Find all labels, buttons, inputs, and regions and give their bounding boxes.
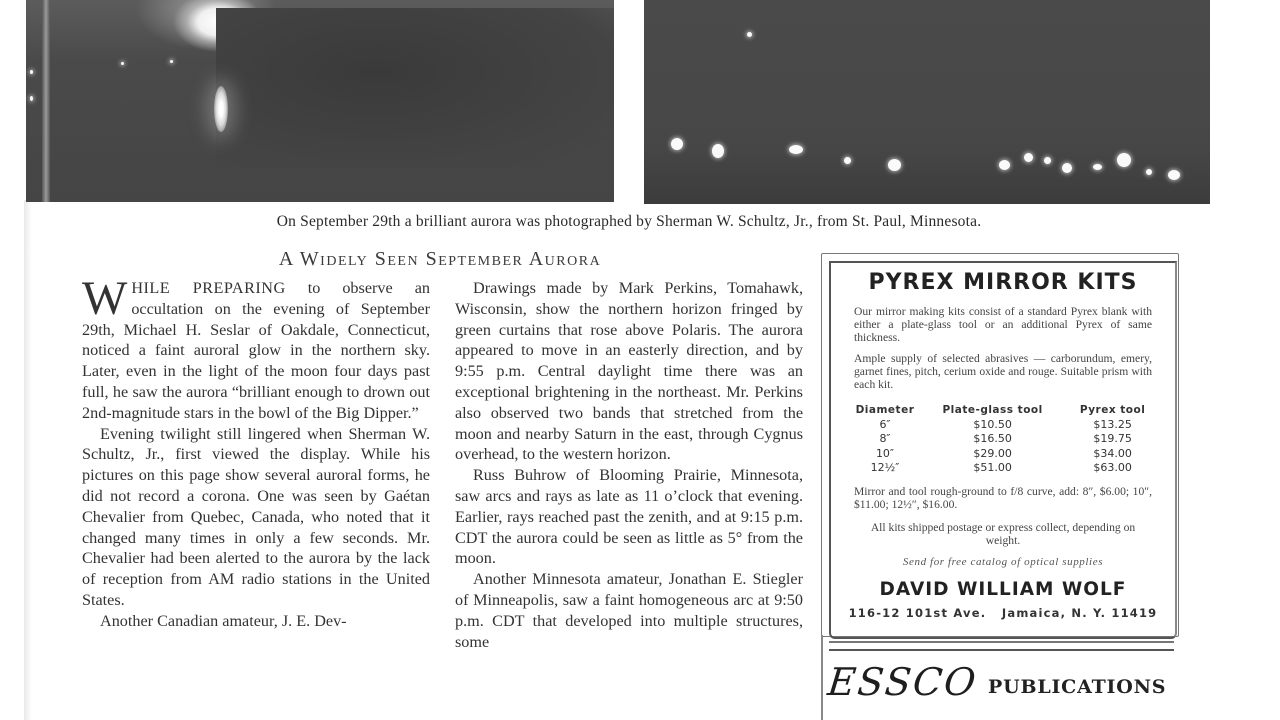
table-row [850,417,1160,432]
light-dot [121,62,124,65]
diameter-cell: 12½″ [870,461,900,475]
table-row [850,446,1160,461]
city-light [1024,153,1033,162]
ad-intro: Our mirror making kits consist of a standard Pyrex blank with either a plate-glass tool or an additional Pyrex of same thickness. [854,305,1152,344]
col-pyrex: Pyrex tool [1079,404,1146,416]
essco-publications-label: PUBLICATIONS [988,676,1167,698]
city-light [712,144,724,158]
price-table-header [850,403,1160,417]
city-light [1146,169,1152,175]
moon-reflection [214,86,228,132]
ad-rough-ground: Mirror and tool rough-ground to f/8 curve, add: 8″, $6.00; 10″, $11.00; 12½″, $16.00. [854,485,1152,511]
city-light [1117,153,1131,167]
city-light [1062,163,1072,173]
lead-in: HILE PREPARING [131,279,286,297]
col-diameter: Diameter [855,404,915,416]
paragraph-1-text: to observe an occultation on the evening of September 29th, Michael H. Seslar of Oakdale, Connecticut, noticed a faint auroral glow in the northern sky. Later, even in the light of the moon four days past full, he saw the aurora “brilliant enough to drown out 2nd-magnitude stars in the bowl of the Big Dipper.” [82,279,430,422]
essco-box-border [821,635,823,720]
aurora-photo-right [644,0,1210,204]
ad-company-name: DAVID WILLIAM WOLF [879,579,1127,600]
price-cell: $29.00 [973,446,1012,460]
price-cell: $10.50 [973,417,1012,431]
ad-shipping: All kits shipped postage or express collect, depending on weight. [870,521,1136,547]
light-dot [170,60,173,63]
price-cell: $34.00 [1093,446,1132,460]
drop-cap: W [82,272,128,325]
price-cell: $63.00 [1093,461,1132,475]
article-headline: A Widely Seen September Aurora [278,248,602,270]
price-cell: $51.00 [973,461,1012,475]
ad-catalog-offer: Send for free catalog of optical supplies [902,556,1104,568]
table-row [850,432,1160,447]
photo-caption: On September 29th a brilliant aurora was photographed by Sherman W. Schultz, Jr., from St. Paul, Minnesota. [276,213,982,230]
city-light [999,160,1010,170]
paragraph-perkins: Drawings made by Mark Perkins, Tomahawk, Wisconsin, show the northern horizon fringed by green curtains that rose above Polaris. The aurora appeared to move in an easterly direction, and by 9:55 p.m. Central daylight time there was an exceptional brightening in the northeast. Mr. Perkins also observed two bands that stretched from the moon and nearby Saturn in the east, through Cygnus overhead, to the western horizon. [455,279,803,464]
price-cell: $16.50 [973,432,1012,446]
essco-logo: ESSCO [825,660,980,704]
price-table [850,403,1160,475]
page-edge-shadow [24,200,32,720]
diameter-cell: 8″ [879,432,891,446]
price-cell: $13.25 [1093,417,1132,431]
city-light [671,138,683,150]
light-dot [30,96,33,101]
paragraph-2: Evening twilight still lingered when Sherman W. Schultz, Jr., first viewed the display. While his pictures on this page show several auroral forms, he did not record a corona. One was seen by Gaétan Chevalier from Quebec, Canada, who noted that it changed many times in only a few seconds. Mr. Chevalier had been alerted to the aurora by the lack of reception from AM radio stations in the United States. [82,424,430,609]
article-column-2 [455,278,803,652]
diameter-cell: 6″ [879,417,891,431]
divider-rule [829,649,1174,651]
ad-title: PYREX MIRROR KITS [868,270,1138,295]
col-plate-glass: Plate-glass tool [942,404,1043,416]
city-light [1168,170,1180,180]
star-dot [747,32,752,37]
diameter-cell: 10″ [875,446,895,460]
light-dot [30,70,33,74]
ad-address: 116-12 101st Ave. Jamaica, N. Y. 11419 [848,606,1158,620]
pole [42,0,50,202]
article-column-1 [82,272,430,632]
paragraph-3: Another Canadian amateur, J. E. Dev- [100,611,347,630]
tree-silhouette [216,8,614,168]
city-light [789,145,803,154]
city-light [888,159,901,171]
city-light [844,157,851,164]
paragraph-buhrow: Russ Buhrow of Blooming Prairie, Minnesota, saw arcs and rays as late as 11 o’clock that evening. Earlier, rays reached past the zenith, and at 9:15 p.m. CDT the aurora could be seen as little as 5° from the moon. [455,466,803,568]
city-light [1093,164,1102,170]
paragraph-stiegler: Another Minnesota amateur, Jonathan E. Stiegler of Minneapolis, saw a faint homogeneous arc at 9:50 p.m. CDT that developed into multiple structures, some [455,570,803,651]
price-cell: $19.75 [1093,432,1132,446]
ad-supplies: Ample supply of selected abrasives — carborundum, emery, garnet fines, pitch, cerium oxide and rouge. Suitable prism with each kit. [854,352,1152,391]
aurora-photo-left [26,0,614,202]
paragraph-1 [82,272,430,424]
divider-rule [829,641,1174,643]
table-row [850,461,1160,476]
city-light [1044,157,1051,164]
